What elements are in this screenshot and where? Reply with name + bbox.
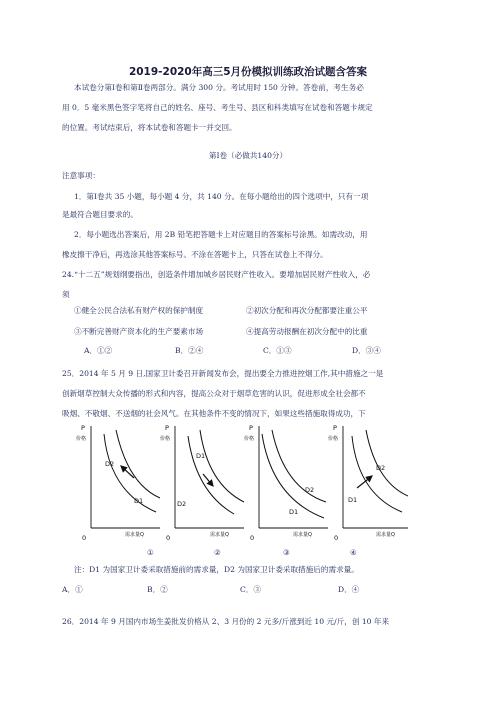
q26-stem: 26．2014 年 9 月国内市场生姜批发价格从 2、3 月份的 2 元多/斤涨到近 10 元/斤，创 10 年来 — [62, 617, 390, 626]
chart-2-q: 需求量Q — [210, 532, 229, 538]
q25-choice-a: A．① — [62, 585, 83, 594]
chart-3-label-d2: D2 — [305, 486, 315, 494]
chart-3-price: 价格 — [244, 436, 255, 442]
chart-3-label-d1: D1 — [289, 508, 299, 516]
q24-item-4: ④提高劳动报酬在初次分配中的比重 — [246, 327, 368, 336]
chart-2-curve-d2 — [188, 436, 234, 514]
intro-line-2: 用 0．5 毫米黑色签字笔将自己的姓名、座号、考生号、县区和科类填写在试卷和答题卡规定 — [62, 103, 373, 112]
chart-4-price: 价格 — [328, 436, 339, 442]
chart-number-3: ③ — [283, 548, 290, 557]
chart-2-label-d2: D2 — [177, 500, 187, 508]
exam-title: 2019-2020年高三5月份模拟训练政治试题含答案 — [128, 66, 368, 78]
intro-line-3: 的位置。考试结束后，将本试卷和答题卡一并交回。 — [62, 123, 237, 132]
chart-2-curve-d1 — [200, 430, 244, 502]
chart-4-arrow — [357, 476, 372, 488]
q25-note: 注：D1 为国家卫计委采取措施前的需求量，D2 为国家卫计委采取措施后的需求量。 — [74, 565, 359, 574]
chart-4-p: P — [333, 424, 337, 432]
q25-choice-d: D．④ — [338, 585, 360, 594]
chart-1-price: 价格 — [76, 436, 87, 442]
q24-item-3: ③不断完善财产资本化的生产要素市场 — [74, 327, 204, 336]
chart-3-q: 需求量Q — [293, 532, 312, 538]
q25-choice-c: C．③ — [240, 585, 261, 594]
q24-item-2: ②初次分配和再次分配都要注重公平 — [246, 306, 368, 315]
q24-choice-c: C．①③ — [263, 346, 292, 355]
chart-4-label-d1: D1 — [348, 496, 358, 504]
chart-number-2: ② — [214, 548, 221, 557]
chart-1-origin: 0 — [82, 534, 87, 542]
chart-3 — [244, 424, 328, 542]
note-line-2: 是最符合题目要求的。 — [62, 210, 138, 219]
intro-line-1: 本试卷分第Ⅰ卷和第Ⅱ卷两部分。满分 300 分。考试用时 150 分钟。答卷前，考生务必 — [74, 83, 364, 92]
chart-4-origin: 0 — [334, 534, 339, 542]
note-line-4: 橡皮擦干净后，再选涂其他答案标号。不涂在答题卡上，只答在试卷上不得分。 — [62, 250, 328, 259]
q24-stem-1: 24.“十二五”规划纲要指出，创造条件增加城乡居民财产性收入。要增加居民财产性收入，必 — [62, 270, 371, 279]
demand-charts — [76, 422, 408, 550]
chart-1-q: 需求量Q — [125, 532, 144, 538]
chart-2-p: P — [165, 424, 169, 432]
chart-2-price: 价格 — [160, 436, 171, 442]
notes-title: 注意事项： — [62, 171, 100, 180]
chart-4-q: 需求量Q — [376, 532, 395, 538]
chart-4-label-d2: D2 — [376, 464, 386, 472]
chart-1-label-d2: D2 — [105, 460, 115, 468]
q24-choice-b: B．②④ — [175, 346, 204, 355]
section-title: 第Ⅰ卷（必做共140分） — [208, 151, 288, 160]
chart-2-origin: 0 — [166, 534, 171, 542]
chart-1-curve-d2 — [104, 434, 156, 512]
chart-4-curve-d1 — [366, 430, 408, 496]
chart-1 — [76, 424, 160, 542]
chart-1-p: P — [81, 424, 85, 432]
q25-stem-2: 创新烟草控制大众传播的形式和内容，提高公众对于烟草危害的认识，促进形成全社会都不 — [62, 389, 366, 398]
q25-choice-b: B．② — [147, 585, 168, 594]
chart-4 — [328, 424, 408, 542]
q25-stem-1: 25．2014 年 5 月 9 日,国家卫计委召开新闻发布会，提出要全力推进控烟工作,其中措施之一是 — [62, 369, 384, 378]
chart-1-label-d1: D1 — [134, 497, 144, 505]
chart-3-p: P — [249, 424, 253, 432]
note-line-1: 1．第Ⅰ卷共 35 小题，每小题 4 分，共 140 分。在每小题给出的四个选项中，只有一项 — [74, 192, 369, 201]
chart-2-label-d1: D1 — [196, 452, 206, 460]
chart-4-curve-d2 — [352, 436, 402, 512]
q24-choice-a: A．①② — [84, 346, 113, 355]
q25-stem-3: 吸烟、不敬烟、不送烟的社会风气。在其他条件不变的情况下，如果这些措施取得成功，下 — [62, 409, 366, 418]
chart-3-curve-d2 — [272, 430, 326, 502]
q24-stem-2: 须 — [62, 290, 70, 299]
chart-1-curve-d1 — [116, 430, 160, 498]
chart-number-4: ④ — [350, 548, 357, 557]
note-line-3: 2．每小题选出答案后，用 2B 铅笔把答题卡上对应题目的答案标号涂黑。如需改动，用 — [74, 230, 368, 239]
chart-2 — [160, 424, 244, 542]
q24-choice-d: D．③④ — [352, 346, 381, 355]
chart-3-curve-d1 — [262, 434, 324, 518]
chart-number-1: ① — [147, 548, 154, 557]
chart-3-origin: 0 — [250, 534, 255, 542]
q24-item-1: ①健全公民合法私有财产权的保护制度 — [74, 306, 204, 315]
